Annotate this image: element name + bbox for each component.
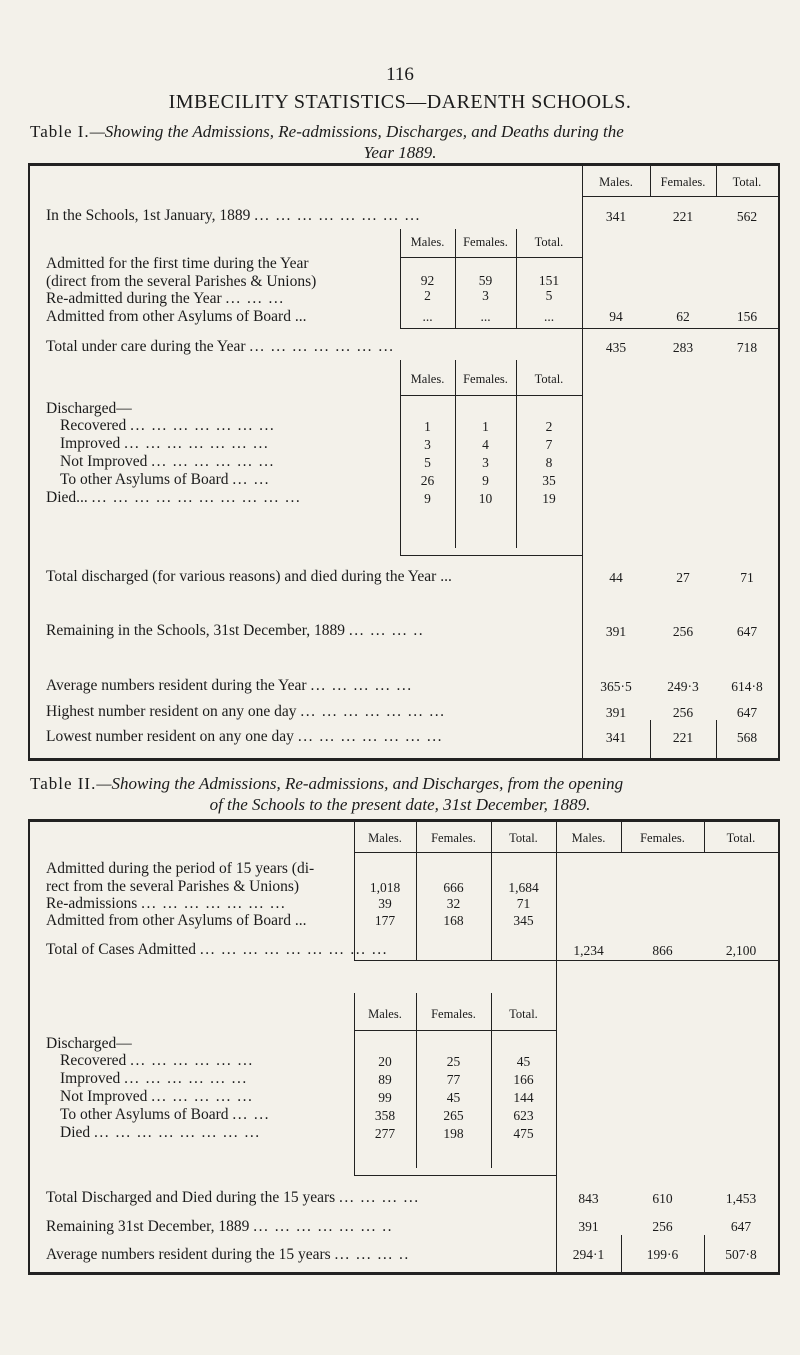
t2-readmissions-females: 32 — [446, 896, 461, 911]
t1-remaining-label: Remaining in the Schools, 31st December, 1889 ... ... ... .. — [46, 622, 425, 639]
t1-remaining-total: 647 — [736, 624, 758, 639]
t1-discharged-row-label: Died... ... ... ... ... ... ... ... ... ... ... — [46, 489, 302, 506]
t1-highest-label: Highest number resident on any one day ... ... ... ... ... ... ... — [46, 703, 446, 720]
table2-caption-line2: of the Schools to the present date, 31st December, 1889. — [209, 795, 591, 814]
t1-in-schools-females: 221 — [672, 209, 694, 224]
table2-caption — [30, 774, 775, 794]
t1-total-discharged-total: 71 — [740, 570, 754, 585]
t1-remaining-males: 391 — [605, 624, 627, 639]
t2-remaining-total: 647 — [730, 1219, 752, 1234]
t1-discharged-row-females: 3 — [482, 455, 489, 470]
t1-discharged-row-total: 35 — [542, 473, 556, 488]
t2-admitted-other-males: 177 — [374, 913, 396, 928]
t2-header-females: Females. — [640, 831, 685, 845]
t1-admitted-first-line2: (direct from the several Parishes & Unions) — [46, 273, 317, 290]
t1-total-under-care-label: Total under care during the Year ... ... ... ... ... ... ... — [46, 338, 395, 355]
t1-total-under-care-males: 435 — [605, 340, 627, 355]
t1-discharged-row-females: 10 — [478, 491, 493, 506]
t2-discharged-row-males: 277 — [374, 1126, 396, 1141]
t2-dis-header-females: Females. — [431, 1007, 476, 1021]
t2-readmissions-total: 71 — [516, 896, 531, 911]
t1-lowest-females: 221 — [672, 730, 694, 745]
t1-header-males: Males. — [599, 175, 633, 189]
t2-discharged-row-total: 623 — [513, 1108, 534, 1123]
t2-admitted-other-total: 345 — [513, 913, 534, 928]
t1-average-males: 365·5 — [600, 679, 632, 694]
page-title: IMBECILITY STATISTICS—DARENTH SCHOOLS. — [168, 91, 632, 113]
t2-discharged-row-total: 166 — [513, 1072, 534, 1087]
t1-admitted-other-males: ... — [422, 309, 433, 324]
t1-dis-header-males: Males. — [410, 372, 445, 386]
t2-total-discharged-females: 610 — [652, 1191, 673, 1206]
t1-admitted-first-total: 151 — [538, 273, 560, 288]
table2-label: Table II. — [30, 774, 97, 793]
t2-total-admitted-males: 1,234 — [573, 943, 604, 958]
t2-discharged-row-total: 144 — [513, 1090, 534, 1105]
t1-total-discharged-males: 44 — [609, 570, 623, 585]
t2-discharged-row-females: 45 — [446, 1090, 461, 1105]
t1-admitted-first-females: 59 — [478, 273, 493, 288]
t1-average-label: Average numbers resident during the Year ... ... ... ... ... — [46, 677, 413, 694]
t1-admissions-total-females: 62 — [676, 309, 690, 324]
t1-lowest-total: 568 — [736, 730, 758, 745]
table1-caption-line1: —Showing the Admissions, Re-admissions, Discharges, and Deaths during the — [89, 122, 624, 141]
t1-total-discharged-label: Total discharged (for various reasons) and died during the Year ... — [46, 568, 452, 585]
t1-discharged-row-total: 8 — [545, 455, 553, 470]
t1-highest-males: 391 — [605, 705, 627, 720]
t1-discharged-row-females: 9 — [482, 473, 489, 488]
table2-caption-line1: —Showing the Admissions, Re-admissions, and Discharges, from the opening — [96, 774, 624, 793]
t1-readmitted-males: 2 — [424, 288, 431, 303]
t1-adm-header-females: Females. — [463, 235, 508, 249]
t2-header-sub-males: Males. — [368, 831, 402, 845]
t2-admitted-males: 1,018 — [369, 880, 401, 895]
t2-discharged-row-label: Died ... ... ... ... ... ... ... ... — [60, 1124, 261, 1141]
t2-total-discharged-males: 843 — [578, 1191, 599, 1206]
t1-discharged-row-males: 26 — [420, 473, 435, 488]
t1-discharged-row-females: 4 — [482, 437, 489, 452]
page-number: 116 — [386, 64, 414, 85]
t2-remaining-females: 256 — [652, 1219, 673, 1234]
t2-dis-header-males: Males. — [368, 1007, 402, 1021]
t1-admitted-other-females: ... — [480, 309, 491, 324]
t1-discharged-row-label: Improved ... ... ... ... ... ... ... — [60, 435, 270, 452]
t2-discharged-label: Discharged— — [46, 1035, 132, 1052]
t2-discharged-row-males: 20 — [378, 1054, 392, 1069]
t2-total-discharged-total: 1,453 — [725, 1191, 757, 1206]
t1-header-total: Total. — [732, 175, 762, 189]
t2-discharged-row-label: To other Asylums of Board ... ... — [60, 1106, 271, 1123]
t1-total-under-care-total: 718 — [736, 340, 758, 355]
t2-discharged-row-males: 89 — [378, 1072, 392, 1087]
t2-discharged-row-females: 25 — [446, 1054, 461, 1069]
t1-admitted-other-label: Admitted from other Asylums of Board ... — [46, 308, 307, 325]
t1-discharged-row-total: 19 — [542, 491, 556, 506]
t2-remaining-label: Remaining 31st December, 1889 ... ... ... ... ... ... .. — [46, 1218, 394, 1235]
t1-lowest-label: Lowest number resident on any one day ... ... ... ... ... ... ... — [46, 728, 443, 745]
t1-highest-females: 256 — [672, 705, 694, 720]
t2-admitted-line2: rect from the several Parishes & Unions) — [46, 878, 300, 895]
t2-admitted-other-label: Admitted from other Asylums of Board ... — [46, 912, 307, 929]
t2-discharged-row-females: 198 — [443, 1126, 464, 1141]
t1-header-females: Females. — [660, 175, 706, 189]
t1-admitted-other-total: ... — [543, 309, 555, 324]
t2-header-sub-total: Total. — [509, 831, 538, 845]
t1-remaining-females: 256 — [672, 624, 694, 639]
t2-total-admitted-label: Total of Cases Admitted ... ... ... ... ... ... ... ... ... — [46, 941, 389, 958]
t2-average-total: 507·8 — [725, 1247, 757, 1262]
t1-dis-header-total: Total. — [534, 372, 564, 386]
t1-admissions-total-males: 94 — [609, 309, 623, 324]
t1-discharged-row-label: Recovered ... ... ... ... ... ... ... — [60, 417, 276, 434]
t2-readmissions-label: Re-admissions ... ... ... ... ... ... ... — [46, 895, 287, 912]
t2-discharged-row-label: Not Improved ... ... ... ... ... — [60, 1088, 254, 1105]
t1-readmitted-total: 5 — [545, 288, 553, 303]
t1-total-discharged-females: 27 — [676, 570, 690, 585]
t2-total-admitted-females: 866 — [652, 943, 673, 958]
t1-discharged-row-females: 1 — [482, 419, 489, 434]
t2-average-males: 294·1 — [572, 1247, 605, 1262]
t2-header-males: Males. — [571, 831, 606, 845]
t2-readmissions-males: 39 — [378, 896, 392, 911]
t2-discharged-row-total: 475 — [513, 1126, 534, 1141]
t1-discharged-row-males: 3 — [424, 437, 431, 452]
t2-average-females: 199·6 — [646, 1247, 679, 1262]
t1-adm-header-males: Males. — [410, 235, 445, 249]
t1-adm-header-total: Total. — [534, 235, 564, 249]
t2-discharged-row-males: 99 — [378, 1090, 392, 1105]
t1-dis-header-females: Females. — [463, 372, 508, 386]
t1-discharged-row-males: 1 — [424, 419, 431, 434]
t1-discharged-label: Discharged— — [46, 400, 132, 417]
t2-header-sub-females: Females. — [431, 831, 476, 845]
t2-average-label: Average numbers resident during the 15 years ... ... ... .. — [46, 1246, 410, 1263]
t1-readmitted-label: Re-admitted during the Year ... ... ... — [46, 290, 285, 307]
t1-average-total: 614·8 — [731, 679, 763, 694]
t2-discharged-row-label: Recovered ... ... ... ... ... ... — [60, 1052, 254, 1069]
table1-caption-line2: Year 1889. — [363, 143, 437, 162]
t1-admissions-total-total: 156 — [736, 309, 758, 324]
table1-label: Table I. — [30, 122, 90, 141]
t2-discharged-row-males: 358 — [374, 1108, 396, 1123]
t1-readmitted-females: 3 — [482, 288, 489, 303]
t1-discharged-row-males: 9 — [424, 491, 431, 506]
t2-admitted-females: 666 — [443, 880, 464, 895]
t2-total-discharged-label: Total Discharged and Died during the 15 years ... ... ... ... — [46, 1189, 420, 1206]
t1-in-schools-males: 341 — [605, 209, 627, 224]
t2-admitted-other-females: 168 — [443, 913, 464, 928]
t2-discharged-row-females: 77 — [446, 1072, 461, 1087]
t1-discharged-row-total: 7 — [545, 437, 553, 452]
t2-discharged-row-total: 45 — [516, 1054, 531, 1069]
t1-highest-total: 647 — [736, 705, 758, 720]
t2-admitted-line1: Admitted during the period of 15 years (di- — [46, 860, 315, 877]
t2-total-admitted-total: 2,100 — [725, 943, 757, 958]
t2-discharged-row-label: Improved ... ... ... ... ... ... — [60, 1070, 248, 1087]
t1-admitted-first-line1: Admitted for the first time during the Year — [46, 255, 309, 272]
t1-discharged-row-label: Not Improved ... ... ... ... ... ... — [60, 453, 275, 470]
t1-in-schools-label: In the Schools, 1st January, 1889 ... ... ... ... ... ... ... ... — [46, 207, 421, 224]
t1-discharged-row-total: 2 — [545, 419, 553, 434]
table1-caption — [30, 122, 775, 142]
t2-discharged-row-females: 265 — [443, 1108, 464, 1123]
t1-total-under-care-females: 283 — [672, 340, 694, 355]
t2-remaining-males: 391 — [578, 1219, 599, 1234]
t2-dis-header-total: Total. — [509, 1007, 538, 1021]
t1-lowest-males: 341 — [605, 730, 627, 745]
t1-admitted-first-males: 92 — [420, 273, 435, 288]
t1-discharged-row-label: To other Asylums of Board ... ... — [60, 471, 271, 488]
t1-in-schools-total: 562 — [736, 209, 758, 224]
t2-header-total: Total. — [726, 831, 756, 845]
t2-admitted-total: 1,684 — [508, 880, 539, 895]
t1-average-females: 249·3 — [667, 679, 699, 694]
t1-discharged-row-males: 5 — [424, 455, 431, 470]
